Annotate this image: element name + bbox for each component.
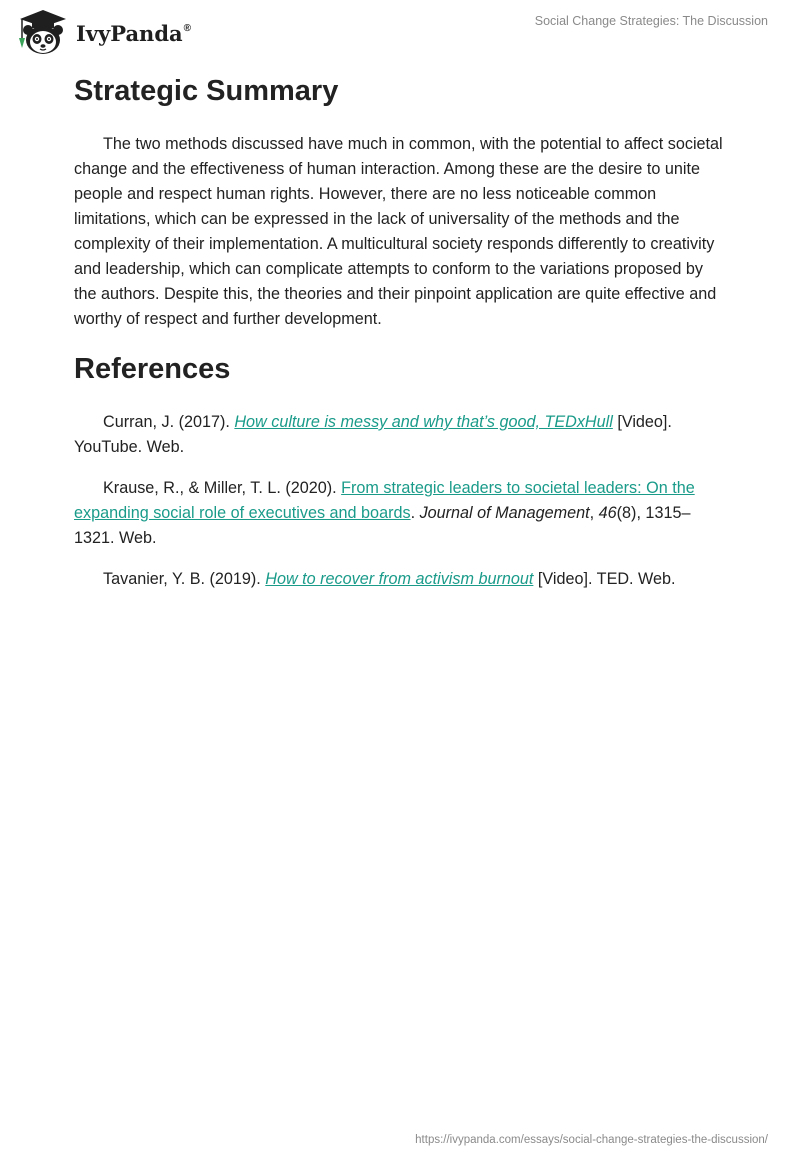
reference-link[interactable]: How culture is messy and why that’s good, TEDxHull [234, 413, 613, 431]
reference-link[interactable]: How to recover from activism burnout [265, 570, 534, 588]
strategic-summary-heading: Strategic Summary [74, 75, 339, 107]
reference-separator: , [589, 504, 599, 522]
ivypanda-logo[interactable] [14, 8, 191, 56]
registered-mark: ® [183, 22, 191, 34]
reference-separator: . [410, 504, 420, 522]
reference-authors: Tavanier, Y. B. (2019). [103, 570, 266, 588]
reference-authors: Krause, R., & Miller, T. L. (2020). [103, 479, 342, 497]
reference-item [74, 410, 724, 460]
reference-suffix: [Video]. TED. Web. [533, 570, 676, 588]
strategic-summary-paragraph: The two methods discussed have much in common, with the potential to affect societal change and the effectiveness of human interaction. Among these are the desire to unite people and respect human rights. However, there are no less noticeable common limitations, which can be expressed in the lack of universality of the methods and the complexity of their implementation. A multicultural society responds differently to creativity and leadership, which can complicate attempts to conform to the variations proposed by the authors. Despite this, the theories and their pinpoint application are quite effective and worthy of respect and further development. [74, 135, 723, 328]
page-header [0, 0, 800, 64]
logo-wordmark: IvyPanda® [76, 20, 191, 46]
reference-authors: Curran, J. (2017). [103, 413, 235, 431]
document-title: Social Change Strategies: The Discussion [534, 14, 768, 28]
panda-logo-icon [14, 8, 72, 56]
reference-item [74, 567, 724, 592]
source-url[interactable]: https://ivypanda.com/essays/social-change-strategies-the-discussion/ [415, 1134, 768, 1146]
reference-link[interactable]: From strategic leaders to societal leaders: On the expanding social role of executives and boards [74, 479, 695, 522]
reference-journal: Journal of Management [419, 504, 590, 522]
reference-item [74, 476, 724, 551]
reference-suffix: (8), 1315–1321. Web. [74, 504, 691, 547]
reference-suffix: [Video]. YouTube. Web. [74, 413, 672, 456]
reference-volume: 46 [598, 504, 617, 522]
references-heading: References [74, 353, 231, 385]
document-body [74, 72, 724, 592]
